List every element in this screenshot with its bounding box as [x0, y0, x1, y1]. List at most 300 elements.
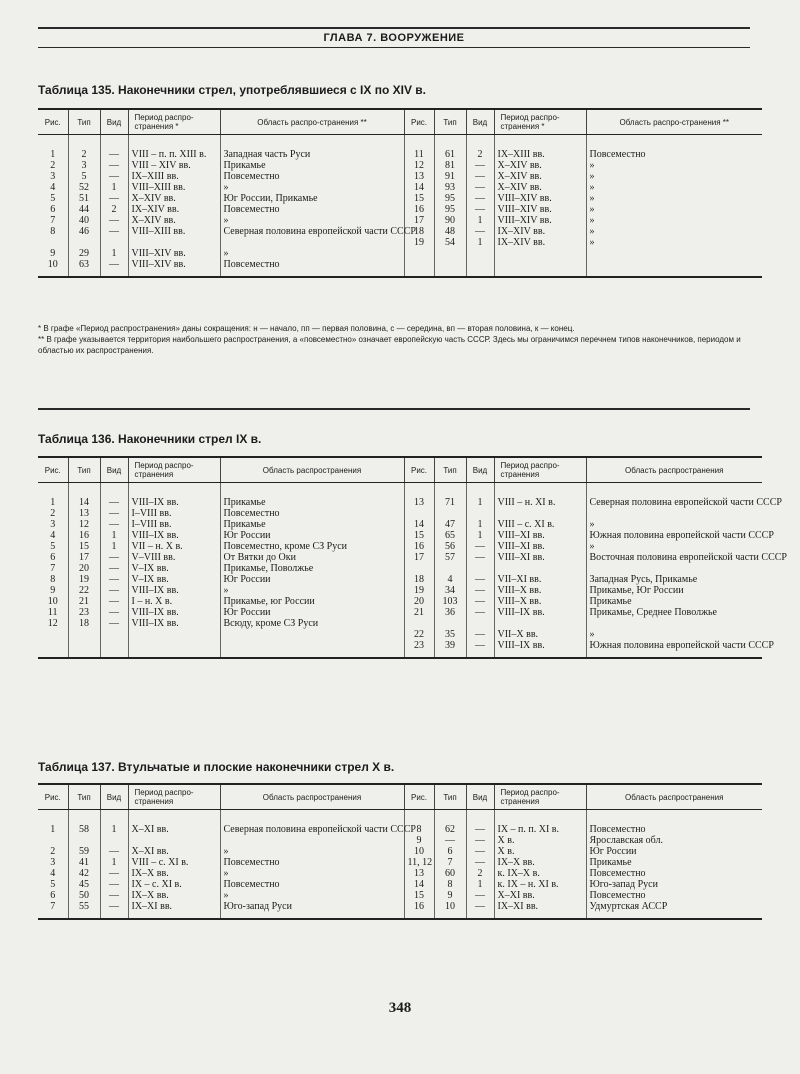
table-cell: VIII – XIV вв.	[128, 160, 220, 171]
table-cell: Удмуртская АССР	[589, 901, 668, 912]
table-cell: —	[100, 552, 128, 563]
table-cell	[586, 563, 762, 574]
table-cell: IX–X вв.	[494, 857, 586, 868]
table-cell: —	[466, 640, 494, 651]
table-header-row	[38, 457, 762, 483]
table-cell: 44	[68, 204, 100, 215]
table-cell: 62	[434, 824, 466, 835]
table-cell: —	[100, 508, 128, 519]
table-cell: 11	[404, 149, 434, 160]
table-cell: VIII–XIV вв.	[128, 248, 220, 259]
table-cell: —	[100, 226, 128, 237]
table-cell: 39	[434, 640, 466, 651]
table-cell: 71	[434, 497, 466, 508]
table-cell: IX–XI вв.	[494, 901, 586, 912]
table-cell: 10	[434, 901, 466, 912]
column-header: Рис.	[404, 109, 434, 135]
table-cell	[434, 248, 466, 259]
table-cell: »	[220, 868, 404, 879]
table-cell: 103	[434, 596, 466, 607]
table-cell: к. IX–X в.	[494, 868, 586, 879]
table-cell: Юг России	[220, 530, 404, 541]
table-cell: X в.	[494, 835, 586, 846]
table-cell: »	[220, 215, 404, 226]
table-cell: —	[100, 574, 128, 585]
table-cell: —	[100, 563, 128, 574]
table-cell: VIII – н. XI в.	[494, 497, 586, 508]
table-row	[38, 846, 762, 857]
table-cell: 1	[466, 215, 494, 226]
table-cell: —	[100, 497, 128, 508]
column-header: Рис.	[404, 784, 434, 810]
table-cell	[466, 618, 494, 629]
table-cell: 1	[100, 824, 128, 835]
table-cell	[494, 259, 586, 270]
table-cell: —	[466, 607, 494, 618]
table-cell: Прикамье	[589, 596, 632, 607]
table-cell: VIII – с. XI в.	[128, 857, 220, 868]
column-header: Период распро-странения	[128, 784, 220, 810]
table-cell: 15	[68, 541, 100, 552]
table-cell: 3	[68, 160, 100, 171]
table-cell: Южная половина европейской части СССР	[589, 530, 774, 541]
table-cell: —	[466, 574, 494, 585]
table-cell: 41	[68, 857, 100, 868]
table-cell: VIII–IX вв.	[128, 530, 220, 541]
table-row	[38, 552, 762, 563]
table-cell: »	[589, 541, 595, 552]
table-cell: 9	[38, 585, 68, 596]
table-cell: 19	[68, 574, 100, 585]
column-header: Рис.	[404, 457, 434, 483]
column-header: Тип	[68, 784, 100, 810]
table-cell	[404, 563, 434, 574]
table-cell: IX–XIII вв.	[494, 149, 586, 160]
table-cell: IX–X вв.	[128, 868, 220, 879]
table-cell: VIII–XI вв.	[494, 541, 586, 552]
table-row	[38, 226, 762, 237]
table-cell: 93	[434, 182, 466, 193]
table-cell: —	[100, 259, 128, 270]
table-cell: 8	[404, 824, 434, 835]
table-cell	[434, 563, 466, 574]
table-cell: VIII–XIII вв.	[128, 182, 220, 193]
table-cell: »	[589, 215, 595, 226]
table-cell: 12	[68, 519, 100, 530]
table-cell: 2	[38, 508, 68, 519]
table-cell	[466, 248, 494, 259]
table-cell: Северная половина европейской части СССР	[220, 226, 404, 237]
table-cell: 5	[38, 193, 68, 204]
table-cell: 17	[404, 215, 434, 226]
table-cell: 7	[38, 215, 68, 226]
table-cell: 9	[434, 890, 466, 901]
table-cell: X–XIV вв.	[128, 193, 220, 204]
table-cell: VII–X вв.	[494, 629, 586, 640]
table-cell: 36	[434, 607, 466, 618]
table-cell: 19	[404, 237, 434, 248]
table-cell: Повсеместно	[589, 149, 646, 160]
table-row	[38, 248, 762, 259]
table-cell: 6	[38, 204, 68, 215]
table-cell: 18	[68, 618, 100, 629]
table-cell: IX–XI вв.	[128, 901, 220, 912]
column-header: Период распро-странения	[494, 784, 586, 810]
table-cell: VIII–XIV вв.	[494, 215, 586, 226]
column-header: Область распро-странения **	[586, 109, 762, 135]
table-row	[38, 640, 762, 651]
table-cell	[586, 618, 762, 629]
table-cell: VIII–IX вв.	[494, 607, 586, 618]
table-cell	[100, 629, 128, 640]
table-135-title: Таблица 135. Наконечники стрел, употреблявшиеся с IX по XIV в.	[38, 83, 427, 97]
table-row	[38, 204, 762, 215]
table-cell: —	[100, 215, 128, 226]
table-cell: Повсеместно	[220, 879, 404, 890]
table-cell: 1	[100, 857, 128, 868]
table-cell: —	[466, 226, 494, 237]
table-cell	[494, 248, 586, 259]
table-cell	[434, 508, 466, 519]
table-cell: —	[100, 607, 128, 618]
table-row	[38, 563, 762, 574]
table-cell: IX–XIV вв.	[494, 237, 586, 248]
table-cell: IX–XIV вв.	[494, 226, 586, 237]
table-cell: 12	[38, 618, 68, 629]
table-cell: I–VIII вв.	[128, 519, 220, 530]
table-cell: 61	[434, 149, 466, 160]
table-cell	[128, 629, 220, 640]
column-header: Период распро-странения	[494, 457, 586, 483]
table-cell: X–XIV вв.	[494, 182, 586, 193]
column-header: Вид	[100, 784, 128, 810]
table-cell: 1	[466, 237, 494, 248]
column-header: Тип	[68, 109, 100, 135]
table-cell: 9	[404, 835, 434, 846]
table-cell: Повсеместно	[589, 890, 646, 901]
table-cell: 22	[68, 585, 100, 596]
table-cell: —	[466, 890, 494, 901]
table-cell: 14	[68, 497, 100, 508]
table-cell: VII – н. X в.	[128, 541, 220, 552]
table-cell: VIII–X вв.	[494, 585, 586, 596]
table-cell: 51	[68, 193, 100, 204]
table-row	[38, 171, 762, 182]
table-cell: 15	[404, 890, 434, 901]
table-cell: 3	[38, 857, 68, 868]
table-cell: 2	[68, 149, 100, 160]
table-cell: 12	[404, 160, 434, 171]
table-row	[38, 215, 762, 226]
table-row	[38, 629, 762, 640]
table-row	[38, 585, 762, 596]
table-cell: 13	[404, 497, 434, 508]
table-row	[38, 835, 762, 846]
table-cell: —	[100, 618, 128, 629]
table-cell: —	[466, 901, 494, 912]
table-cell: 4	[38, 868, 68, 879]
table-cell: 1	[38, 824, 68, 835]
table-cell: »	[220, 890, 404, 901]
chapter-header: ГЛАВА 7. ВООРУЖЕНИЕ	[323, 32, 465, 44]
table-cell	[586, 508, 762, 519]
column-header: Рис.	[38, 457, 68, 483]
table-cell: »	[589, 204, 595, 215]
table-cell: 95	[434, 204, 466, 215]
table-cell: Всюду, кроме СЗ Руси	[220, 618, 404, 629]
table-cell: 16	[404, 901, 434, 912]
table-cell: —	[466, 846, 494, 857]
table-cell: 59	[68, 846, 100, 857]
table-cell: Западная часть Руси	[220, 149, 404, 160]
table-cell	[68, 629, 100, 640]
table-cell: —	[100, 149, 128, 160]
table-cell: Юг России	[220, 607, 404, 618]
table-cell: 1	[466, 530, 494, 541]
table-row	[38, 901, 762, 912]
table-cell: 21	[404, 607, 434, 618]
table-cell: Северная половина европейской части СССР	[589, 497, 782, 508]
table-cell: Повсеместно	[220, 259, 404, 270]
table-cell: 1	[100, 530, 128, 541]
column-header: Вид	[466, 457, 494, 483]
column-header: Область распространения	[586, 784, 762, 810]
table-cell: 21	[68, 596, 100, 607]
table-cell	[494, 563, 586, 574]
table-cell	[128, 835, 220, 846]
table-cell: —	[466, 171, 494, 182]
table-136-title: Таблица 136. Наконечники стрел IX в.	[38, 432, 262, 446]
table-cell: 10	[38, 259, 68, 270]
table-cell: —	[100, 585, 128, 596]
table-cell: Прикамье, Среднее Поволжье	[589, 607, 717, 618]
table-cell: 1	[466, 879, 494, 890]
table-cell: X–XIV вв.	[128, 215, 220, 226]
table-cell: 40	[68, 215, 100, 226]
header-rule	[38, 47, 750, 48]
table-cell: 8	[434, 879, 466, 890]
table-cell: 60	[434, 868, 466, 879]
table-cell: —	[100, 890, 128, 901]
table-cell: 1	[466, 519, 494, 530]
table-cell: 14	[404, 182, 434, 193]
table-cell: —	[100, 596, 128, 607]
table-row	[38, 857, 762, 868]
table-cell: Повсеместно, кроме СЗ Руси	[220, 541, 404, 552]
table-cell: 6	[38, 552, 68, 563]
table-cell: 17	[68, 552, 100, 563]
table-row	[38, 237, 762, 248]
table-cell: 29	[68, 248, 100, 259]
table-cell: От Вятки до Оки	[220, 552, 404, 563]
table-cell: Юго-запад Руси	[220, 901, 404, 912]
table-header-row	[38, 784, 762, 810]
table-cell: »	[220, 846, 404, 857]
table-row	[38, 868, 762, 879]
table-cell: VIII – п. п. XIII в.	[128, 149, 220, 160]
column-header: Вид	[466, 784, 494, 810]
table-cell: »	[589, 519, 595, 530]
table-cell: VIII–XI вв.	[494, 552, 586, 563]
table-cell: 15	[404, 193, 434, 204]
table-cell: 5	[38, 879, 68, 890]
table-cell	[38, 835, 68, 846]
table-cell: Повсеместно	[220, 857, 404, 868]
table-cell: 2	[466, 149, 494, 160]
table-cell: —	[466, 182, 494, 193]
table-cell	[404, 248, 434, 259]
table-cell: 50	[68, 890, 100, 901]
table-cell	[404, 259, 434, 270]
table-cell	[586, 259, 762, 270]
table-cell: 14	[404, 879, 434, 890]
table-cell: VIII–XI вв.	[494, 530, 586, 541]
table-row	[38, 824, 762, 835]
table-cell	[466, 563, 494, 574]
table-cell: »	[220, 182, 404, 193]
table-cell: 11	[38, 607, 68, 618]
table-cell: —	[466, 552, 494, 563]
table-cell: Повсеместно	[220, 171, 404, 182]
table-cell	[220, 629, 404, 640]
table-cell: 13	[404, 868, 434, 879]
table-row	[38, 182, 762, 193]
table-cell: 4	[38, 530, 68, 541]
table-header-row	[38, 109, 762, 135]
table-cell: »	[589, 160, 595, 171]
page-number: 348	[388, 1000, 412, 1016]
table-cell: 35	[434, 629, 466, 640]
table-cell: 55	[68, 901, 100, 912]
table-cell: 13	[68, 508, 100, 519]
column-header: Период распро-странения	[128, 457, 220, 483]
table-cell: 18	[404, 226, 434, 237]
table-cell: —	[466, 629, 494, 640]
table-cell: V–VIII вв.	[128, 552, 220, 563]
column-header: Тип	[434, 457, 466, 483]
table-cell: 54	[434, 237, 466, 248]
table-cell: Прикамье, Юг России	[589, 585, 684, 596]
table-row	[38, 259, 762, 270]
table-cell: Повсеместно	[589, 824, 646, 835]
table-136	[38, 456, 787, 659]
table-cell	[220, 237, 404, 248]
table-cell: X в.	[494, 846, 586, 857]
table-cell: 14	[404, 519, 434, 530]
table-cell: —	[100, 160, 128, 171]
column-header: Тип	[434, 109, 466, 135]
column-header: Рис.	[38, 109, 68, 135]
table-cell: 20	[68, 563, 100, 574]
column-header: Область распространения	[220, 457, 404, 483]
table-cell	[220, 640, 404, 651]
table-row	[38, 149, 762, 160]
table-cell: 1	[38, 497, 68, 508]
table-cell: 1	[100, 182, 128, 193]
table-cell: X–XI вв.	[128, 846, 220, 857]
table-cell: 13	[404, 171, 434, 182]
column-header: Тип	[68, 457, 100, 483]
table-cell: VIII–X вв.	[494, 596, 586, 607]
table-cell: »	[589, 193, 595, 204]
table-cell: Прикамье, юг России	[220, 596, 404, 607]
table-cell: »	[589, 182, 595, 193]
table-cell: VIII – с. XI в.	[494, 519, 586, 530]
table-cell: —	[100, 868, 128, 879]
table-cell: —	[100, 193, 128, 204]
table-cell: —	[466, 160, 494, 171]
table-cell: Прикамье, Поволжье	[220, 563, 404, 574]
table-cell: Юг России	[589, 846, 637, 857]
table-cell: —	[466, 835, 494, 846]
table-cell: 9	[38, 248, 68, 259]
table-cell: Повсеместно	[220, 508, 404, 519]
table-cell: VIII–XIII вв.	[128, 226, 220, 237]
column-header: Область распространения	[220, 784, 404, 810]
table-row	[38, 890, 762, 901]
table-137-title: Таблица 137. Втульчатые и плоские наконечники стрел X в.	[38, 760, 395, 774]
table-cell	[466, 259, 494, 270]
table-cell: VIII–IX вв.	[128, 618, 220, 629]
table-cell: Юг России, Прикамье	[220, 193, 404, 204]
table-cell: 34	[434, 585, 466, 596]
table-cell: 1	[38, 149, 68, 160]
table-cell: —	[466, 596, 494, 607]
table-cell: 6	[38, 890, 68, 901]
table-cell: Юго-запад Руси	[589, 879, 658, 890]
column-header: Вид	[100, 457, 128, 483]
table-cell: 46	[68, 226, 100, 237]
table-cell	[128, 640, 220, 651]
table-cell: VIII–IX вв.	[128, 497, 220, 508]
column-header: Рис.	[38, 784, 68, 810]
table-cell: Ярославская обл.	[589, 835, 663, 846]
table-cell	[466, 508, 494, 519]
table-cell: IX – с. XI в.	[128, 879, 220, 890]
table-cell: —	[466, 193, 494, 204]
table-cell: 6	[434, 846, 466, 857]
table-cell: VIII–IX вв.	[494, 640, 586, 651]
table-cell: 47	[434, 519, 466, 530]
table-cell: 56	[434, 541, 466, 552]
table-cell: 8	[38, 574, 68, 585]
table-cell: X–XIV вв.	[494, 160, 586, 171]
table-cell	[38, 640, 68, 651]
table-cell: 23	[404, 640, 434, 651]
table-cell	[100, 835, 128, 846]
table-cell: Северная половина европейской части СССР	[220, 824, 404, 835]
table-row	[38, 497, 762, 508]
table-cell: VIII–XIV вв.	[494, 204, 586, 215]
table-cell: Прикамье	[220, 160, 404, 171]
column-header: Вид	[100, 109, 128, 135]
table-cell: 10	[38, 596, 68, 607]
table-cell: 81	[434, 160, 466, 171]
table-cell: 16	[68, 530, 100, 541]
table-cell: 2	[38, 160, 68, 171]
table-cell: Восточная половина европейской части СССР	[589, 552, 787, 563]
table-cell: 22	[404, 629, 434, 640]
table-cell: 16	[404, 541, 434, 552]
table-cell: 16	[404, 204, 434, 215]
table-row	[38, 596, 762, 607]
table-cell	[220, 835, 404, 846]
table-cell: —	[466, 585, 494, 596]
table-cell	[586, 248, 762, 259]
table-cell: 90	[434, 215, 466, 226]
table-cell: 2	[38, 846, 68, 857]
table-cell	[100, 237, 128, 248]
